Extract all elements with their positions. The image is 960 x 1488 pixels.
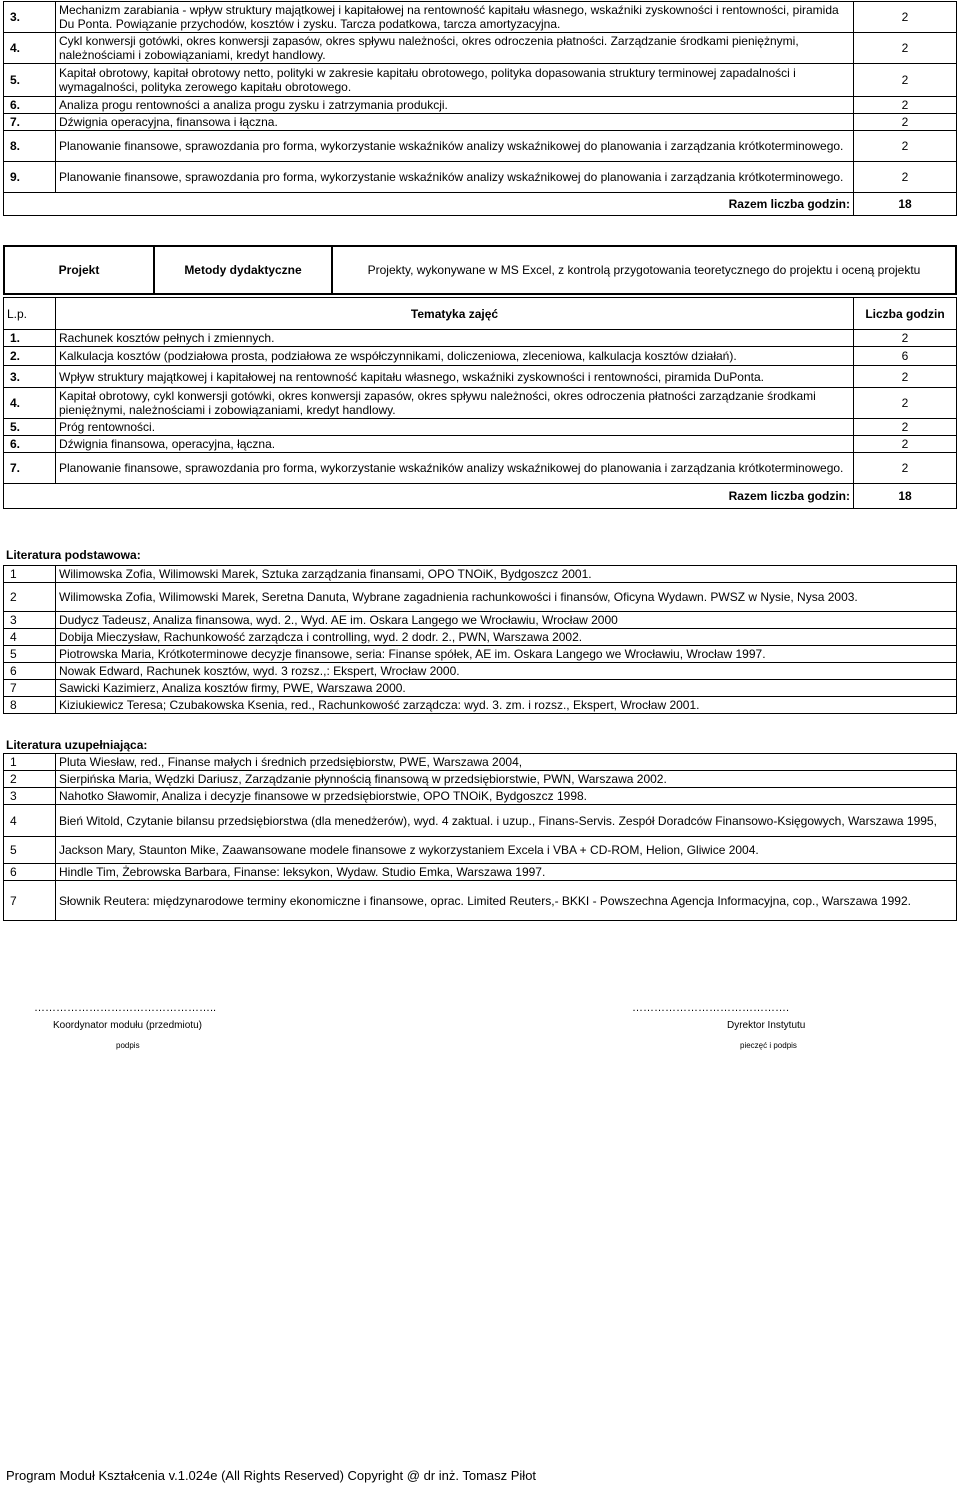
project-total-row — [4, 484, 957, 509]
literature-text: Sierpińska Maria, Wędzki Dariusz, Zarządzanie płynnością finansową w przedsiębiorstwie, PWN, Warszawa 2002. — [56, 771, 957, 788]
literature-basic-heading: Literatura podstawowa: — [6, 548, 141, 562]
coordinator-sub: podpis — [116, 1041, 140, 1050]
literature-text: Wilimowska Zofia, Wilimowski Marek, Seretna Danuta, Wybrane zagadnienia rachunkowości i finansów, Oficyna Wydawn. PWSZ w Nysie, Nysa 2003. — [56, 583, 957, 612]
literature-basic-table — [3, 565, 957, 714]
topic-number: 8. — [4, 131, 56, 162]
topic-text: Planowanie finansowe, sprawozdania pro forma, wykorzystanie wskaźników analizy wskaźnikowej do planowania i zarządzania krótkoterminowego. — [56, 453, 854, 484]
literature-text: Słownik Reutera: międzynarodowe terminy ekonomiczne i finansowe, oprac. Limited Reuters,- BKKI - Powszechna Agencja Informacyjna, cop., Warszawa 1992. — [56, 881, 957, 921]
literature-number: 2 — [4, 771, 56, 788]
topic-text: Planowanie finansowe, sprawozdania pro forma, wykorzystanie wskaźników analizy wskaźnikowej do planowania i zarządzania krótkoterminowego. — [56, 131, 854, 162]
literature-number: 3 — [4, 788, 56, 805]
literature-number: 7 — [4, 881, 56, 921]
topic-number: 5. — [4, 419, 56, 436]
literature-item — [4, 697, 957, 714]
literature-item — [4, 837, 957, 864]
topic-text: Dźwignia operacyjna, finansowa i łączna. — [56, 114, 854, 131]
topic-text: Wpływ struktury majątkowej i kapitałowej na rentowność kapitału własnego, wskaźniki zyskowności i rentowności, piramida DuPonta. — [56, 366, 854, 388]
topic-number: 5. — [4, 64, 56, 97]
literature-item — [4, 583, 957, 612]
literature-item — [4, 612, 957, 629]
topic-row — [4, 347, 957, 366]
topic-row — [4, 97, 957, 114]
literature-item — [4, 754, 957, 771]
literature-item — [4, 771, 957, 788]
topic-text: Cykl konwersji gotówki, okres konwersji zapasów, okres spływu należności, okres odroczenia płatności. Zarządzanie środkami pieniężnymi, należnościami i zobowiązaniami, kredyt handlowy. — [56, 33, 854, 64]
literature-text: Jackson Mary, Staunton Mike, Zaawansowane modele finansowe z wykorzystaniem Excela i VBA + CD-ROM, Helion, Gliwice 2004. — [56, 837, 957, 864]
literature-text: Dobija Mieczysław, Rachunkowość zarządcza i controlling, wyd. 2 dodr. 2., PWN, Warszawa 2002. — [56, 629, 957, 646]
literature-number: 4 — [4, 805, 56, 837]
total-label: Razem liczba godzin: — [4, 484, 854, 509]
project-topics-table — [3, 297, 957, 509]
literature-text: Piotrowska Maria, Krótkoterminowe decyzje finansowe, seria: Finanse spółek, AE im. Oskara Langego we Wrocławiu, Wrocław 1997. — [56, 646, 957, 663]
literature-extra-table — [3, 753, 957, 921]
topic-text: Analiza progu rentowności a analiza progu zysku i zatrzymania produkcji. — [56, 97, 854, 114]
literature-number: 6 — [4, 663, 56, 680]
topic-hours: 2 — [854, 97, 957, 114]
topic-hours: 2 — [854, 33, 957, 64]
coordinator-title: Koordynator modułu (przedmiotu) — [53, 1020, 202, 1031]
coordinator-signature-line: ………………………………………….. — [34, 1002, 217, 1014]
methods-label: Metody dydaktyczne — [154, 246, 332, 294]
literature-item — [4, 663, 957, 680]
total-hours: 18 — [854, 484, 957, 509]
literature-text: Bień Witold, Czytanie bilansu przedsiębiorstwa (dla menedżerów), wyd. 4 zaktual. i uzup., Finans-Servis. Zespół Doradców Finansowo-Księgowych, Warszawa 1995, — [56, 805, 957, 837]
literature-item — [4, 881, 957, 921]
literature-text: Dudycz Tadeusz, Analiza finansowa, wyd. 2., Wyd. AE im. Oskara Langego we Wrocławiu, Wrocław 2000 — [56, 612, 957, 629]
footer-copyright: Program Moduł Kształcenia v.1.024e (All Rights Reserved) Copyright @ dr inż. Tomasz Piłot — [6, 1468, 537, 1483]
topic-number: 6. — [4, 97, 56, 114]
topic-text: Rachunek kosztów pełnych i zmiennych. — [56, 330, 854, 347]
topic-number: 7. — [4, 114, 56, 131]
topic-number: 3. — [4, 366, 56, 388]
topic-hours: 2 — [854, 436, 957, 453]
col-lp: L.p. — [4, 298, 56, 330]
topic-text: Planowanie finansowe, sprawozdania pro forma, wykorzystanie wskaźników analizy wskaźnikowej do planowania i zarządzania krótkoterminowego. — [56, 162, 854, 193]
literature-number: 5 — [4, 646, 56, 663]
literature-item — [4, 788, 957, 805]
topic-hours: 2 — [854, 131, 957, 162]
literature-number: 4 — [4, 629, 56, 646]
literature-text: Nahotko Sławomir, Analiza i decyzje finansowe w przedsiębiorstwie, OPO TNOiK, Bydgoszcz 1998. — [56, 788, 957, 805]
topic-text: Kapitał obrotowy, kapitał obrotowy netto, polityki w zakresie kapitału obrotowego, polityka dopasowania struktury terminowej zapadalności i wymagalności, polityka zerowego kapitału obrotowego. — [56, 64, 854, 97]
literature-text: Pluta Wiesław, red., Finanse małych i średnich przedsiębiorstw, PWE, Warszawa 2004, — [56, 754, 957, 771]
topic-hours: 2 — [854, 162, 957, 193]
topic-row — [4, 33, 957, 64]
topic-row — [4, 2, 957, 33]
topic-hours: 2 — [854, 330, 957, 347]
topic-number: 1. — [4, 330, 56, 347]
literature-item — [4, 864, 957, 881]
literature-item — [4, 566, 957, 583]
topic-text: Mechanizm zarabiania - wpływ struktury majątkowej i kapitałowej na rentowność kapitału własnego, wskaźniki zyskowności i rentowności, piramida Du Ponta. Powiązanie przychodów, kosztów i zysku. Tarcza podatkowa, tarcza amortyzacyjna. — [56, 2, 854, 33]
topic-hours: 2 — [854, 453, 957, 484]
topic-row — [4, 330, 957, 347]
lecture-topics-table — [3, 1, 957, 216]
director-signature-line: ……………………………………. — [632, 1002, 790, 1014]
total-hours: 18 — [854, 193, 957, 216]
project-table-header — [4, 298, 957, 330]
topic-row — [4, 366, 957, 388]
literature-number: 7 — [4, 680, 56, 697]
literature-number: 8 — [4, 697, 56, 714]
col-topic: Tematyka zajęć — [56, 298, 854, 330]
literature-text: Sawicki Kazimierz, Analiza kosztów firmy, PWE, Warszawa 2000. — [56, 680, 957, 697]
topic-text: Dźwignia finansowa, operacyjna, łączna. — [56, 436, 854, 453]
project-header — [3, 245, 957, 295]
topic-number: 3. — [4, 2, 56, 33]
topic-hours: 2 — [854, 419, 957, 436]
topic-number: 2. — [4, 347, 56, 366]
topic-row — [4, 436, 957, 453]
topic-number: 7. — [4, 453, 56, 484]
lecture-total-row — [4, 193, 957, 216]
literature-item — [4, 629, 957, 646]
topic-row — [4, 388, 957, 419]
literature-extra-heading: Literatura uzupełniająca: — [6, 738, 148, 752]
literature-number: 5 — [4, 837, 56, 864]
topic-number: 4. — [4, 33, 56, 64]
literature-text: Hindle Tim, Żebrowska Barbara, Finanse: leksykon, Wydaw. Studio Emka, Warszawa 1997. — [56, 864, 957, 881]
topic-text: Próg rentowności. — [56, 419, 854, 436]
literature-number: 1 — [4, 754, 56, 771]
topic-row — [4, 64, 957, 97]
topic-row — [4, 114, 957, 131]
topic-row — [4, 162, 957, 193]
literature-item — [4, 805, 957, 837]
literature-text: Wilimowska Zofia, Wilimowski Marek, Sztuka zarządzania finansami, OPO TNOiK, Bydgoszcz 2001. — [56, 566, 957, 583]
director-sub: pieczęć i podpis — [740, 1041, 797, 1050]
col-hours: Liczba godzin — [854, 298, 957, 330]
topic-hours: 2 — [854, 114, 957, 131]
literature-item — [4, 680, 957, 697]
methods-text: Projekty, wykonywane w MS Excel, z kontrolą przygotowania teoretycznego do projektu i oceną projektu — [332, 246, 956, 294]
literature-number: 6 — [4, 864, 56, 881]
topic-row — [4, 419, 957, 436]
literature-number: 2 — [4, 583, 56, 612]
topic-number: 6. — [4, 436, 56, 453]
topic-hours: 2 — [854, 388, 957, 419]
topic-hours: 6 — [854, 347, 957, 366]
topic-number: 4. — [4, 388, 56, 419]
topic-text: Kapitał obrotowy, cykl konwersji gotówki, okres konwersji zapasów, okres spływu należności, okres odroczenia płatności zarządzanie środkami pieniężnymi, należnościami i zobowiązaniami, kredyt handlowy. — [56, 388, 854, 419]
topic-row — [4, 131, 957, 162]
director-title: Dyrektor Instytutu — [727, 1020, 806, 1031]
project-label: Projekt — [4, 246, 154, 294]
literature-item — [4, 646, 957, 663]
topic-hours: 2 — [854, 64, 957, 97]
topic-number: 9. — [4, 162, 56, 193]
topic-hours: 2 — [854, 366, 957, 388]
literature-number: 3 — [4, 612, 56, 629]
total-label: Razem liczba godzin: — [4, 193, 854, 216]
literature-text: Nowak Edward, Rachunek kosztów, wyd. 3 rozsz.,: Ekspert, Wrocław 2000. — [56, 663, 957, 680]
topic-hours: 2 — [854, 2, 957, 33]
topic-text: Kalkulacja kosztów (podziałowa prosta, podziałowa ze współczynnikami, doliczeniowa, zleceniowa, kalkulacja kosztów działań). — [56, 347, 854, 366]
literature-number: 1 — [4, 566, 56, 583]
topic-row — [4, 453, 957, 484]
literature-text: Kiziukiewicz Teresa; Czubakowska Ksenia, red., Rachunkowość zarządcza: wyd. 3. zm. i rozsz., Ekspert, Wrocław 2001. — [56, 697, 957, 714]
